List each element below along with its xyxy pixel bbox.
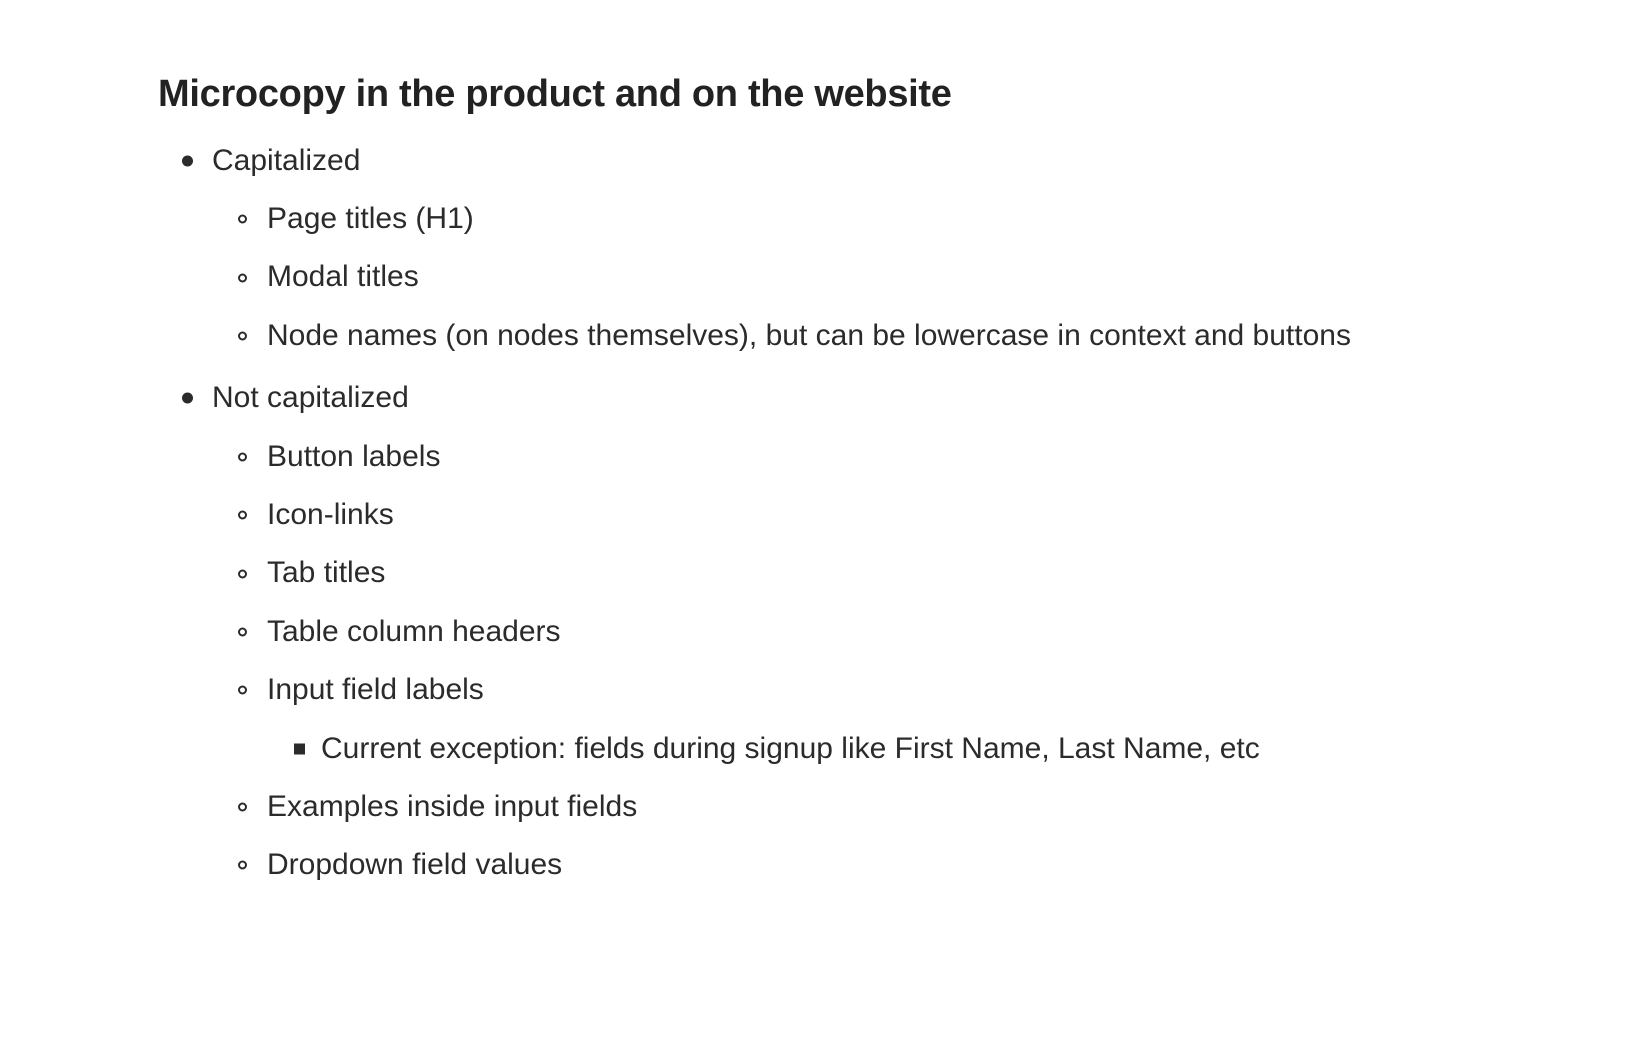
list-item: [158, 369, 1540, 427]
list-item-label: Capitalized: [212, 143, 361, 177]
circle-bullet-icon: [238, 452, 247, 461]
list-item-label: Dropdown field values: [267, 848, 563, 882]
list-item-label: Not capitalized: [212, 381, 409, 415]
list-item-label: Table column headers: [267, 614, 561, 648]
list-item: [158, 603, 1540, 661]
list-item: [158, 428, 1540, 486]
list-item: [158, 486, 1540, 544]
list-item-label: Page titles (H1): [267, 201, 474, 235]
list-item: [158, 836, 1540, 894]
list-item-label: Node names (on nodes themselves), but can be lowercase in context and buttons: [267, 318, 1351, 352]
circle-bullet-icon: [238, 569, 247, 578]
list-item-label: Tab titles: [267, 556, 386, 590]
list-item-label: Current exception: fields during signup like First Name, Last Name, etc: [321, 731, 1260, 765]
disc-bullet-icon: [182, 393, 193, 404]
circle-bullet-icon: [238, 273, 247, 282]
list-item-label: Icon-links: [267, 497, 394, 531]
circle-bullet-icon: [238, 215, 247, 224]
circle-bullet-icon: [238, 331, 247, 340]
circle-bullet-icon: [238, 861, 247, 870]
list-item: [158, 720, 1540, 778]
page-title: Microcopy in the product and on the website: [158, 73, 952, 115]
square-bullet-icon: [294, 743, 305, 754]
list-item: [158, 248, 1540, 306]
list-item: [158, 544, 1540, 602]
list-item: [158, 132, 1540, 190]
list-item: [158, 778, 1540, 836]
outline-list: [158, 132, 1540, 895]
circle-bullet-icon: [238, 803, 247, 812]
circle-bullet-icon: [238, 511, 247, 520]
list-item: [158, 307, 1540, 365]
circle-bullet-icon: [238, 686, 247, 695]
list-item: [158, 190, 1540, 248]
list-item-label: Button labels: [267, 439, 441, 473]
circle-bullet-icon: [238, 627, 247, 636]
disc-bullet-icon: [182, 155, 193, 166]
list-item: [158, 661, 1540, 719]
list-item-label: Input field labels: [267, 673, 484, 707]
list-item-label: Modal titles: [267, 260, 419, 294]
list-item-label: Examples inside input fields: [267, 789, 638, 823]
